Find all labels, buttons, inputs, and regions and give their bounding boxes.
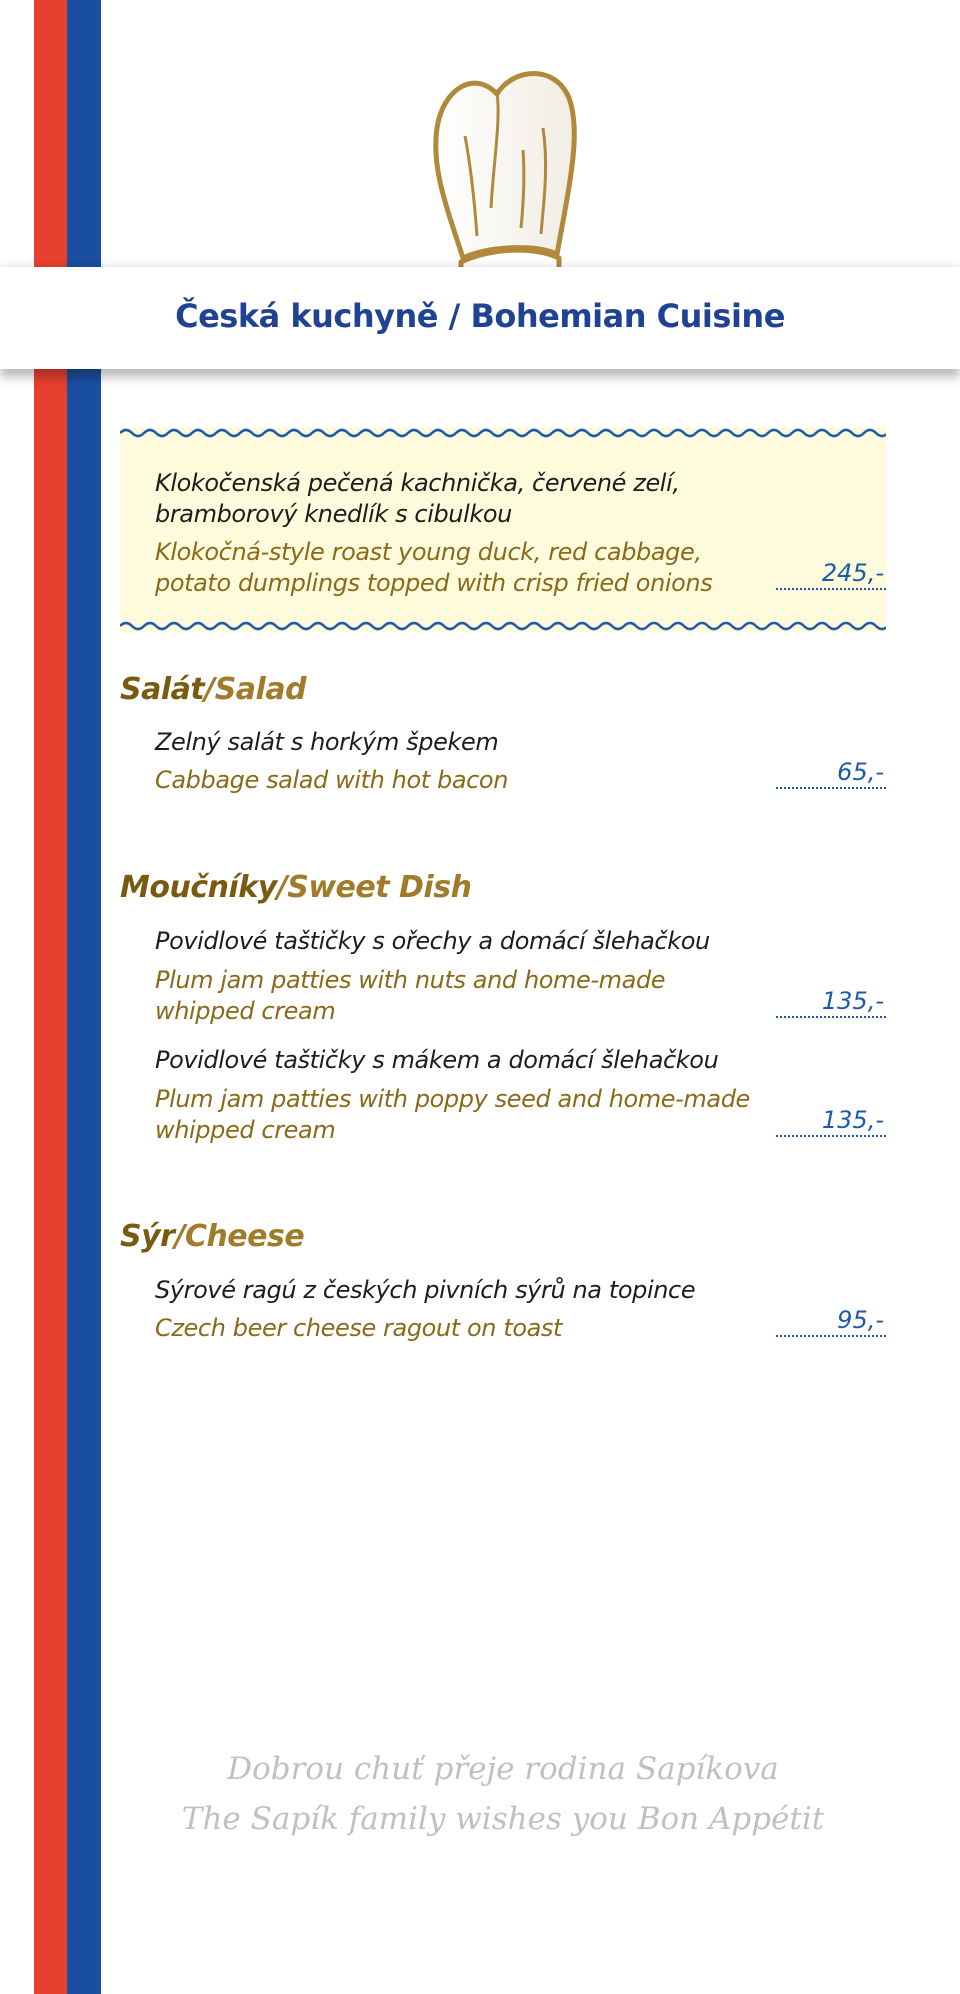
sweet-item-2-name-en-line2: whipped cream <box>155 1116 336 1144</box>
wave-divider-bottom <box>120 619 886 633</box>
featured-dish-name-en-line2: potato dumplings topped with crisp fried onions <box>155 569 713 597</box>
section-heading-cheese-separator: / <box>174 1219 185 1254</box>
section-heading-salad <box>120 672 306 707</box>
page-title: Česká kuchyně / Bohemian Cuisine <box>175 297 785 335</box>
sweet-item-2-name-cz: Povidlové taštičky s mákem a domácí šlehačkou <box>155 1046 719 1074</box>
section-heading-sweet-cz: Moučníky <box>120 870 277 905</box>
section-heading-sweet-separator: / <box>276 870 288 905</box>
chef-hat-icon <box>425 58 585 293</box>
section-heading-salad-separator: / <box>204 672 215 707</box>
salad-item-price: 65,- <box>776 757 886 789</box>
cheese-item-name-en: Czech beer cheese ragout on toast <box>155 1314 563 1342</box>
footer-greeting-en: The Sapík family wishes you Bon Appétit <box>181 1801 825 1837</box>
salad-item-name-en: Cabbage salad with hot bacon <box>155 766 509 794</box>
featured-dish-panel <box>120 428 886 632</box>
section-heading-salad-en: Salad <box>214 672 307 707</box>
section-heading-sweet-en: Sweet Dish <box>287 870 472 905</box>
section-heading-salad-cz: Salát <box>120 672 205 707</box>
sweet-item-2-name-en-line1: Plum jam patties with poppy seed and home-made <box>155 1085 750 1113</box>
featured-dish-name-en-line1: Klokočná-style roast young duck, red cabbage, <box>155 538 702 566</box>
cheese-item-name-cz: Sýrové ragú z českých pivních sýrů na topince <box>155 1276 696 1304</box>
cheese-item-price: 95,- <box>776 1305 886 1337</box>
featured-dish-name-cz-line2: bramborový knedlík s cibulkou <box>155 500 512 528</box>
wave-divider-top <box>120 426 886 440</box>
sweet-item-1-name-cz: Povidlové taštičky s ořechy a domácí šlehačkou <box>155 927 710 955</box>
sweet-item-1-price: 135,- <box>776 986 886 1018</box>
sweet-item-1-name-en-line1: Plum jam patties with nuts and home-made <box>155 966 666 994</box>
sweet-item-2-price: 135,- <box>776 1105 886 1137</box>
featured-dish-price: 245,- <box>776 558 886 590</box>
title-banner <box>0 267 960 369</box>
sweet-item-1-name-en-line2: whipped cream <box>155 997 336 1025</box>
section-heading-cheese-cz: Sýr <box>120 1219 175 1254</box>
featured-dish-name-cz-line1: Klokočenská pečená kachnička, červené zelí, <box>155 469 680 497</box>
salad-item-name-cz: Zelný salát s horkým špekem <box>155 728 499 756</box>
section-heading-cheese <box>120 1219 304 1254</box>
footer-greeting-cz: Dobrou chuť přeje rodina Sapíkova <box>227 1751 779 1787</box>
section-heading-sweet <box>120 870 471 905</box>
section-heading-cheese-en: Cheese <box>184 1219 305 1254</box>
